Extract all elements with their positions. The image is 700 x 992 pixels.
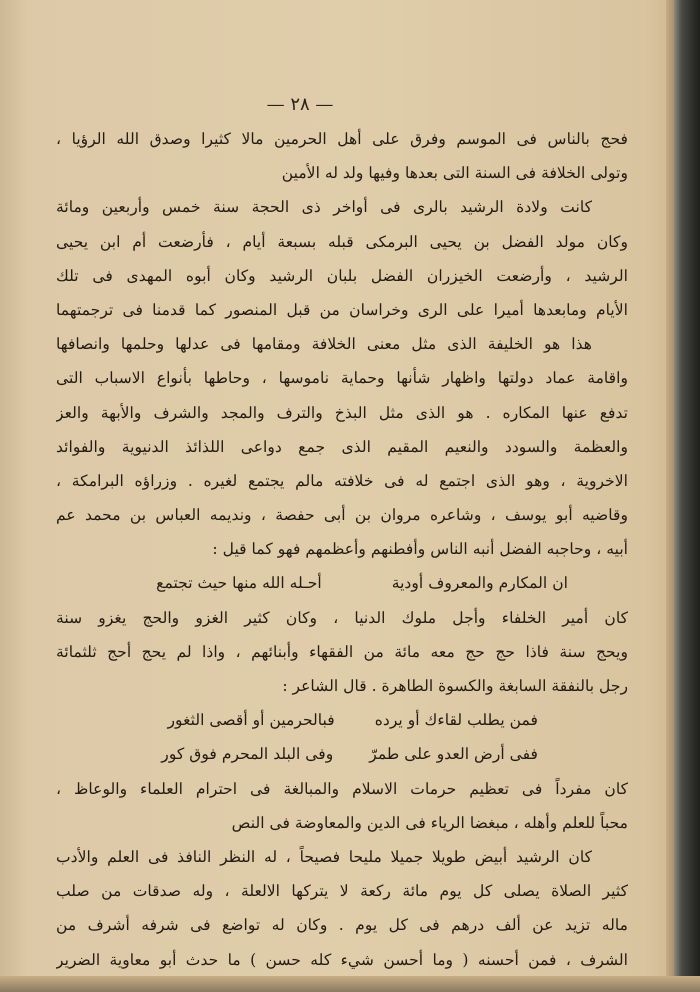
poem-verse — [56, 703, 628, 737]
text-line: الشرف ، فمن أحسنه ( وما أحسن شيء كله حسن ) ما حدث أبو معاوية الضرير — [56, 950, 628, 969]
text-line: ماله تزيد عن ألف درهم فى كل يوم . وكان له تواضع فى شرفه أشرف من — [56, 916, 628, 935]
page-edge — [666, 0, 674, 992]
text-line: ويحج سنة فاذا حج حج معه مائة من الفقهاء وأبنائهم ، واذا لم يحج أحج ثلثمائة — [56, 642, 628, 661]
page-number: — ٢٨ — — [266, 94, 334, 115]
verse-first-hemistich: ففى أرض العدو على طمرّ — [369, 745, 538, 764]
verse-first-hemistich: فمن يطلب لقاءك أو يرده — [374, 711, 538, 730]
text-line: والعظمة والسودد والنعيم المقيم الذى جمع دواعى اللذائذ الدنيوية والفوائد — [56, 437, 628, 456]
text-line: وتولى الخلافة فى السنة التى بعدها وفيها ولد له الأمين — [281, 164, 628, 183]
text-line: واقامة عماد دولتها واظهار شأنها وحماية ناموسها ، وحاطها بأنواع الاسباب التى — [56, 369, 628, 388]
verse-second-hemistich: أحـله الله منها حيث تجتمع — [156, 574, 322, 593]
text-line: وقاضيه أبو يوسف ، وشاعره مروان بن أبى حفصة ، ونديمه العباس بن محمد عم — [56, 506, 628, 525]
text-line: وكان مولد الفضل بن يحيى البرمكى قبله بسبعة أيام ، فأرضعت أم ابن يحيى — [56, 232, 628, 251]
text-line: كان أمير الخلفاء وأجل ملوك الدنيا ، وكان كثير الغزو والحج يغزو سنة — [56, 608, 628, 627]
verse-second-hemistich: وفى البلد المحرم فوق كور — [161, 745, 334, 764]
text-line: الاخروية ، وهو الذى اجتمع له فى خلافته مالم يجتمع لغيره . وزراؤه البرامكة ، — [56, 471, 628, 490]
book-spine — [674, 0, 700, 992]
text-line: كان مفرداً فى تعظيم حرمات الاسلام والمبالغة فى احترام العلماء والوعاظ ، — [56, 779, 628, 798]
poem-verse — [56, 566, 628, 600]
verse-second-hemistich: فبالحرمين أو أقصى الثغور — [167, 711, 335, 730]
text-line: تدفع عنها المكاره . هو الذى مثل البذخ والترف والمجد والشرف والأبهة والعز — [56, 403, 628, 422]
text-line: أبيه ، وحاجبه الفضل أنبه الناس وأفطنهم وأعظمهم فهو كما قيل : — [212, 540, 628, 559]
text-line: الرشيد ، وأرضعت الخيزران الفضل بلبان الرشيد وكان أبوه المهدى فى تلك — [56, 266, 628, 285]
text-line: كثير الصلاة يصلى كل يوم مائة ركعة لا يتركها الالعلة ، وله صدقات من صلب — [56, 882, 628, 901]
text-line: كانت ولادة الرشيد بالرى فى أواخر ذى الحجة سنة خمس وأربعين ومائة — [56, 198, 592, 217]
text-line: رجل بالنفقة السابغة والكسوة الطاهرة . قال الشاعر : — [282, 677, 628, 695]
poem-verse — [56, 737, 628, 771]
page-bottom-edge — [0, 976, 700, 992]
text-line: محباً للعلم وأهله ، مبغضا الرياء فى الدين والمعاوضة فى النص — [231, 813, 628, 832]
text-line: هذا هو الخليفة الذى مثل معنى الخلافة ومقامها فى عدلها وحلمها وانصافها — [56, 335, 592, 354]
text-line: فحج بالناس فى الموسم وفرق على أهل الحرمين مالا كثيرا وصدق الله الرؤيا ، — [56, 130, 628, 148]
verse-first-hemistich: ان المكارم والمعروف أودية — [391, 574, 568, 593]
page-body — [56, 122, 628, 977]
text-line: الأيام ومابعدها أميرا على الرى وخراسان من قبل المنصور كما قدمنا فى ترجمتهما — [56, 300, 628, 319]
text-line: كان الرشيد أبيض طويلا جميلا مليحا فصيحاً ، له النظر النافذ فى العلم والأدب — [56, 847, 592, 866]
